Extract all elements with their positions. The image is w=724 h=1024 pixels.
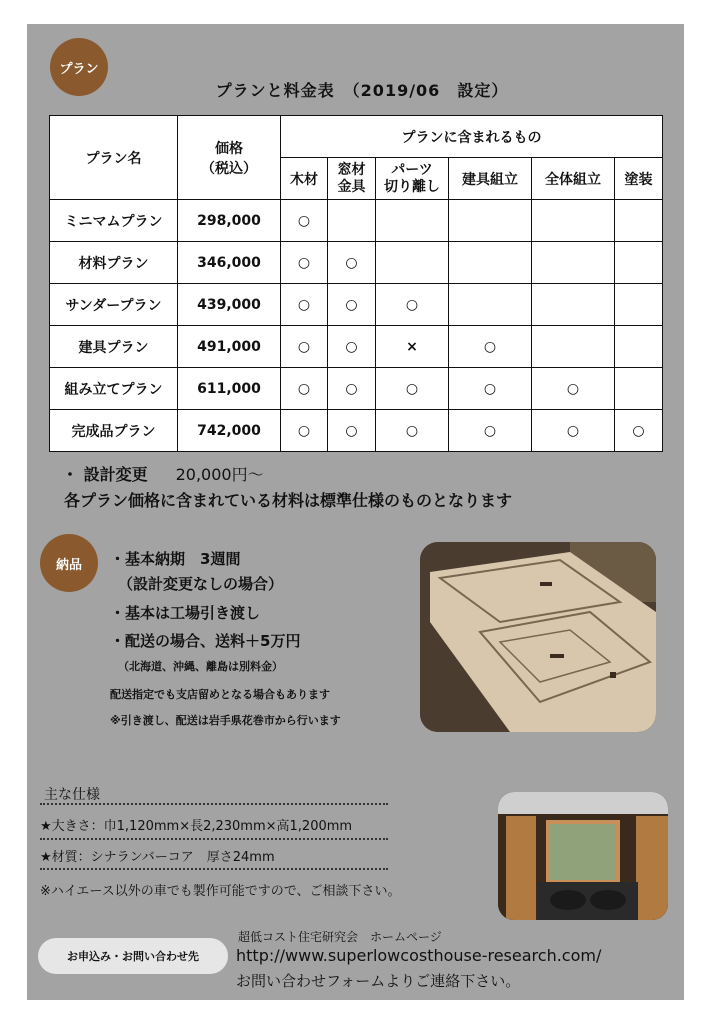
mark-cell: ○ bbox=[532, 368, 615, 410]
table-row bbox=[50, 242, 663, 284]
standard-material-note: 各プラン価格に含まれている材料は標準仕様のものとなります bbox=[64, 491, 513, 510]
col-parts-cut bbox=[376, 158, 449, 200]
van-interior-photo bbox=[498, 792, 668, 920]
plan-name: ミニマムプラン bbox=[50, 200, 178, 242]
delivery-condition: （設計変更なしの場合） bbox=[118, 575, 284, 593]
mark-cell: ○ bbox=[328, 368, 376, 410]
divider bbox=[40, 803, 388, 805]
plan-badge: プラン bbox=[50, 38, 108, 96]
col-hardware-label: 金具 bbox=[337, 178, 366, 195]
homepage-url-link[interactable]: http://www.superlowcosthouse-research.com/ bbox=[236, 946, 602, 965]
col-window-hardware bbox=[328, 158, 376, 200]
header-includes: プランに含まれるもの bbox=[281, 116, 663, 158]
design-change-note bbox=[62, 462, 264, 485]
mark-cell: ○ bbox=[281, 410, 328, 452]
header-price bbox=[178, 116, 281, 200]
plan-name: 材料プラン bbox=[50, 242, 178, 284]
spec-material: ★材質：シナランバーコア 厚さ24mm bbox=[40, 850, 275, 865]
mark-cell: ○ bbox=[328, 326, 376, 368]
delivery-remote-note: （北海道、沖縄、離島は別料金） bbox=[118, 660, 283, 673]
mark-cell bbox=[449, 284, 532, 326]
mark-cell: ○ bbox=[328, 242, 376, 284]
plan-price: 491,000 bbox=[178, 326, 281, 368]
mark-cell: ○ bbox=[376, 410, 449, 452]
plan-price: 346,000 bbox=[178, 242, 281, 284]
plan-price: 742,000 bbox=[178, 410, 281, 452]
table-row bbox=[50, 410, 663, 452]
spec-note: ※ハイエース以外の車でも製作可能ですので、ご相談下さい。 bbox=[40, 884, 401, 899]
mark-cell bbox=[615, 284, 663, 326]
table-row bbox=[50, 200, 663, 242]
mark-cell bbox=[449, 242, 532, 284]
mark-cell bbox=[615, 242, 663, 284]
col-paint: 塗装 bbox=[615, 158, 663, 200]
col-window-label: 窓材 bbox=[337, 161, 366, 178]
mark-cell: ○ bbox=[281, 326, 328, 368]
mark-cell: ○ bbox=[281, 368, 328, 410]
plan-name: 建具プラン bbox=[50, 326, 178, 368]
delivery-badge: 納品 bbox=[40, 534, 98, 592]
plan-price: 298,000 bbox=[178, 200, 281, 242]
delivery-period: ・基本納期 3週間 bbox=[110, 550, 241, 568]
mark-cell: ○ bbox=[328, 284, 376, 326]
header-plan-name: プラン名 bbox=[50, 116, 178, 200]
mark-cell: ○ bbox=[281, 200, 328, 242]
design-change-price: 20,000円～ bbox=[175, 465, 264, 484]
mark-cell bbox=[615, 326, 663, 368]
mark-cell: ○ bbox=[449, 368, 532, 410]
table-row bbox=[50, 368, 663, 410]
plan-price: 439,000 bbox=[178, 284, 281, 326]
plywood-parts-photo bbox=[420, 542, 656, 732]
mark-cell bbox=[532, 284, 615, 326]
mark-cell: ○ bbox=[449, 326, 532, 368]
col-parts-label: パーツ bbox=[391, 161, 433, 178]
delivery-factory: ・基本は工場引き渡し bbox=[110, 604, 261, 622]
van-interior-illustration bbox=[498, 792, 668, 920]
plan-price-table bbox=[49, 115, 663, 452]
mark-cell: ○ bbox=[328, 410, 376, 452]
mark-cell: ○ bbox=[615, 410, 663, 452]
mark-cell bbox=[376, 242, 449, 284]
mark-cell bbox=[449, 200, 532, 242]
contact-button[interactable]: お申込み・お問い合わせ先 bbox=[38, 938, 228, 974]
header-price-tax: （税込） bbox=[201, 160, 257, 177]
table-row bbox=[50, 326, 663, 368]
plan-name: サンダープラン bbox=[50, 284, 178, 326]
mark-cell bbox=[615, 200, 663, 242]
mark-cell bbox=[532, 242, 615, 284]
mark-cell bbox=[532, 200, 615, 242]
design-change-label: ・ 設計変更 bbox=[62, 465, 148, 484]
delivery-shipping-fee: ・配送の場合、送料＋5万円 bbox=[110, 632, 301, 650]
mark-cell bbox=[328, 200, 376, 242]
homepage-label: 超低コスト住宅研究会 ホームページ bbox=[238, 930, 442, 944]
delivery-origin-note: ※引き渡し、配送は岩手県花巻市から行います bbox=[110, 714, 341, 727]
divider bbox=[40, 868, 388, 870]
page-title: プランと料金表 （2019/06 設定） bbox=[215, 81, 509, 100]
plan-name: 完成品プラン bbox=[50, 410, 178, 452]
mark-cell bbox=[532, 326, 615, 368]
col-wood: 木材 bbox=[281, 158, 328, 200]
mark-cell bbox=[615, 368, 663, 410]
plan-price: 611,000 bbox=[178, 368, 281, 410]
col-cut-label: 切り離し bbox=[384, 178, 440, 195]
col-assembly: 全体組立 bbox=[532, 158, 615, 200]
mark-cell bbox=[376, 200, 449, 242]
divider bbox=[40, 838, 388, 840]
col-fittings: 建具組立 bbox=[449, 158, 532, 200]
mark-cell: ○ bbox=[376, 284, 449, 326]
plan-name: 組み立てプラン bbox=[50, 368, 178, 410]
mark-cell: ○ bbox=[281, 242, 328, 284]
mark-cell: ○ bbox=[449, 410, 532, 452]
delivery-branch-note: 配送指定でも支店留めとなる場合もあります bbox=[110, 688, 330, 701]
mark-cell: × bbox=[376, 326, 449, 368]
spec-size: ★大きさ：巾1,120mm×長2,230mm×高1,200mm bbox=[40, 819, 353, 834]
plywood-parts-illustration bbox=[420, 542, 656, 732]
header-price-label: 価格 bbox=[215, 140, 243, 157]
mark-cell: ○ bbox=[532, 410, 615, 452]
mark-cell: ○ bbox=[376, 368, 449, 410]
mark-cell: ○ bbox=[281, 284, 328, 326]
spec-heading: 主な仕様 bbox=[44, 787, 100, 803]
table-row bbox=[50, 284, 663, 326]
contact-form-note: お問い合わせフォームよりご連絡下さい。 bbox=[236, 972, 521, 990]
